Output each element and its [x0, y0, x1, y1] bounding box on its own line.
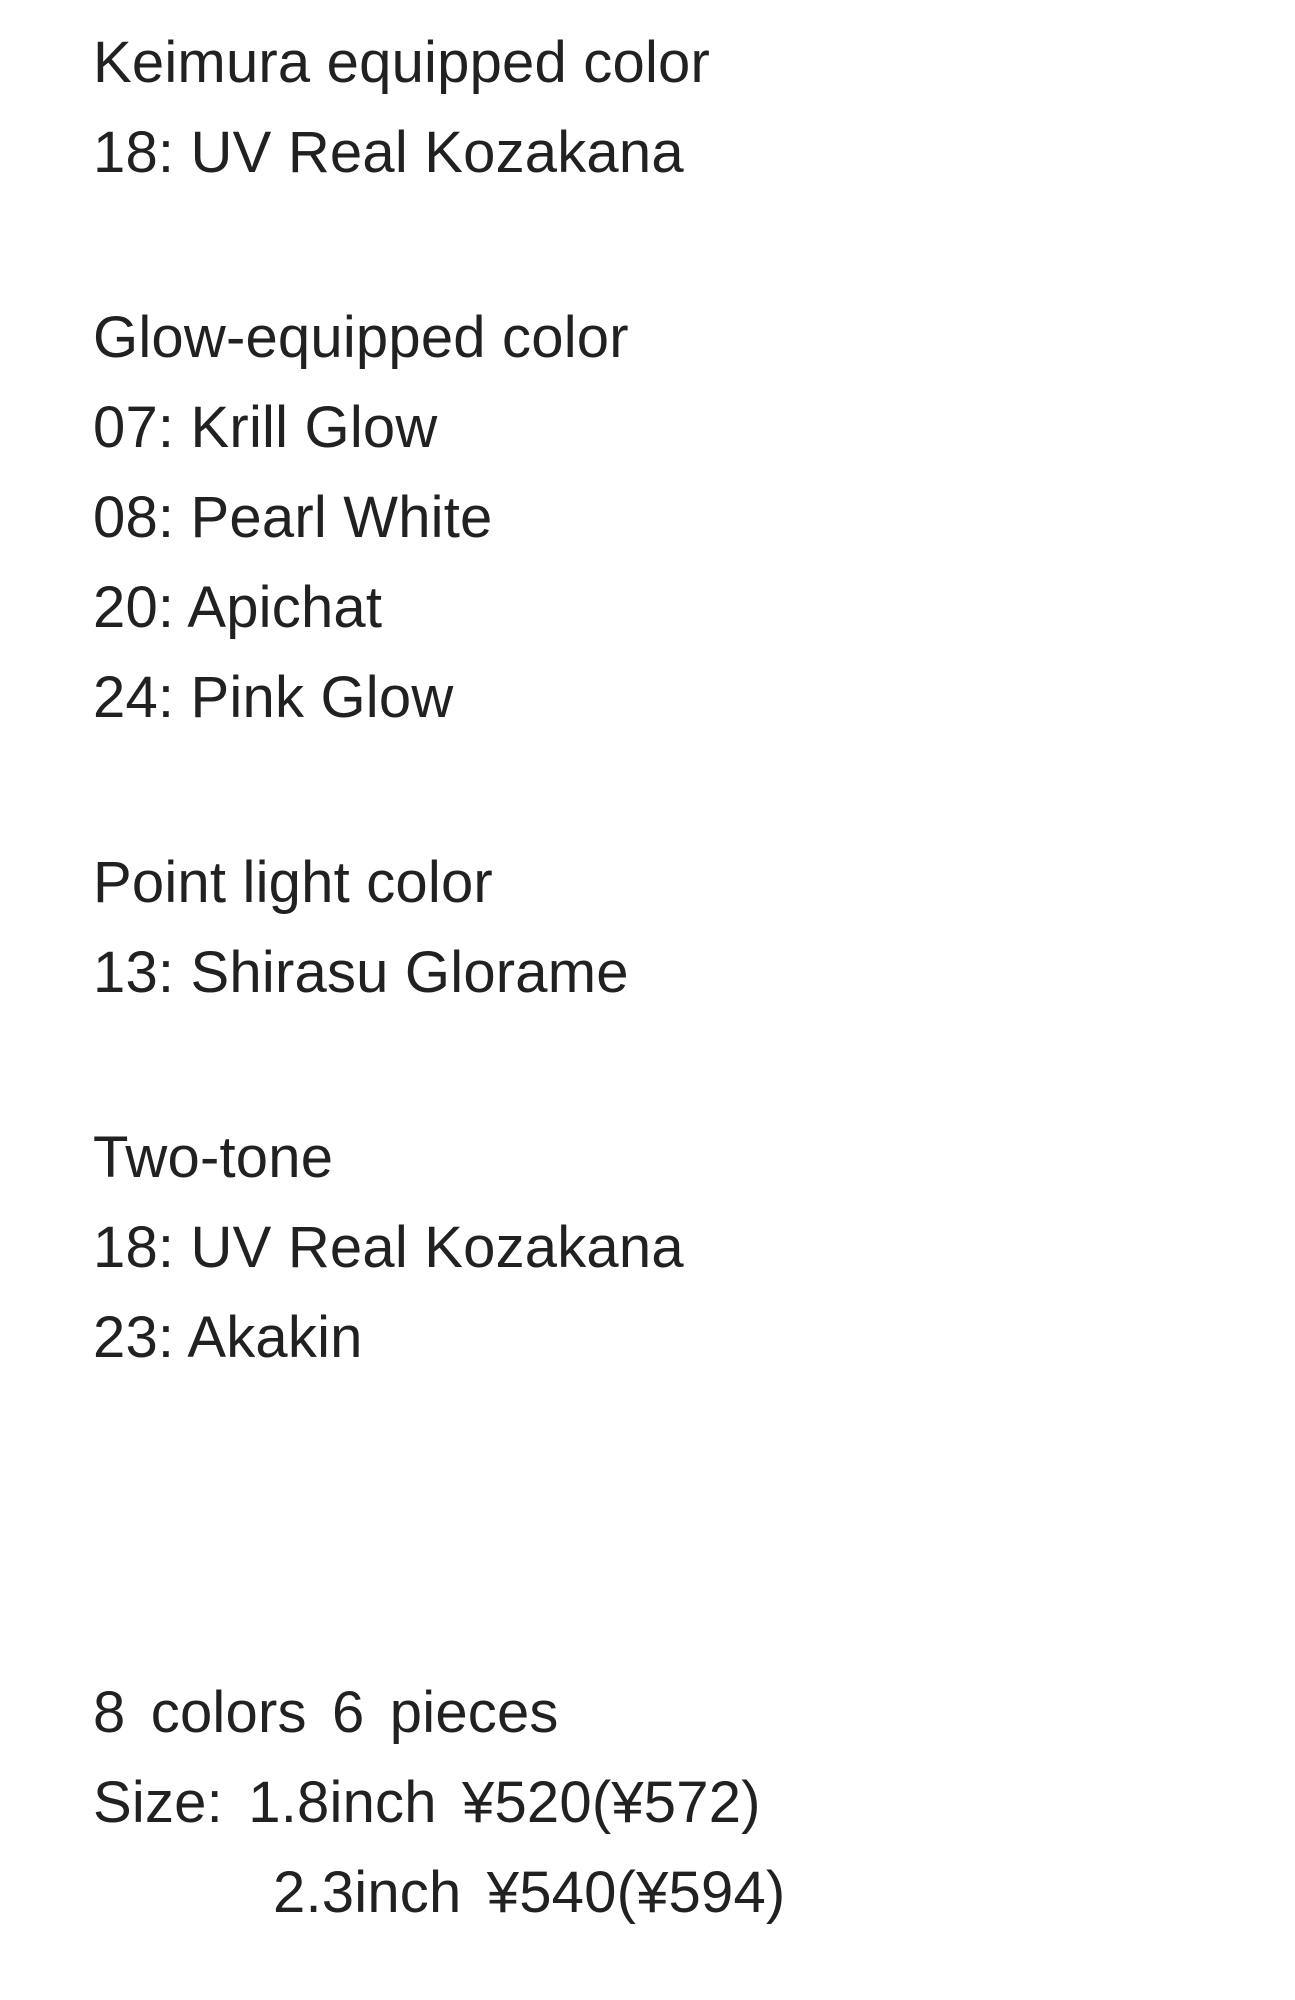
section-heading: Point light color [93, 850, 493, 915]
blank-line [93, 1573, 1255, 1668]
blank-line [93, 1478, 1255, 1573]
color-item: 20: Apichat [93, 575, 383, 640]
color-item: 07: Krill Glow [93, 395, 438, 460]
color-list-document [93, 18, 1255, 1938]
color-item: 08: Pearl White [93, 485, 493, 550]
price-line: 2.3inch ¥540(¥594) [273, 1860, 786, 1925]
section-heading: Keimura equipped color [93, 30, 710, 95]
section-heading: Two-tone [93, 1125, 334, 1190]
assortment-line: 8 colors 6 pieces [93, 1680, 559, 1745]
color-item: 18: UV Real Kozakana [93, 1215, 684, 1280]
blank-line [93, 743, 1255, 838]
blank-line [93, 198, 1255, 293]
price-line: Size: 1.8inch ¥520(¥572) [93, 1770, 761, 1835]
color-item: 13: Shirasu Glorame [93, 940, 629, 1005]
section-heading: Glow-equipped color [93, 305, 629, 370]
color-item: 18: UV Real Kozakana [93, 120, 684, 185]
color-item: 23: Akakin [93, 1305, 363, 1370]
color-item: 24: Pink Glow [93, 665, 454, 730]
blank-line [93, 1383, 1255, 1478]
blank-line [93, 1018, 1255, 1113]
